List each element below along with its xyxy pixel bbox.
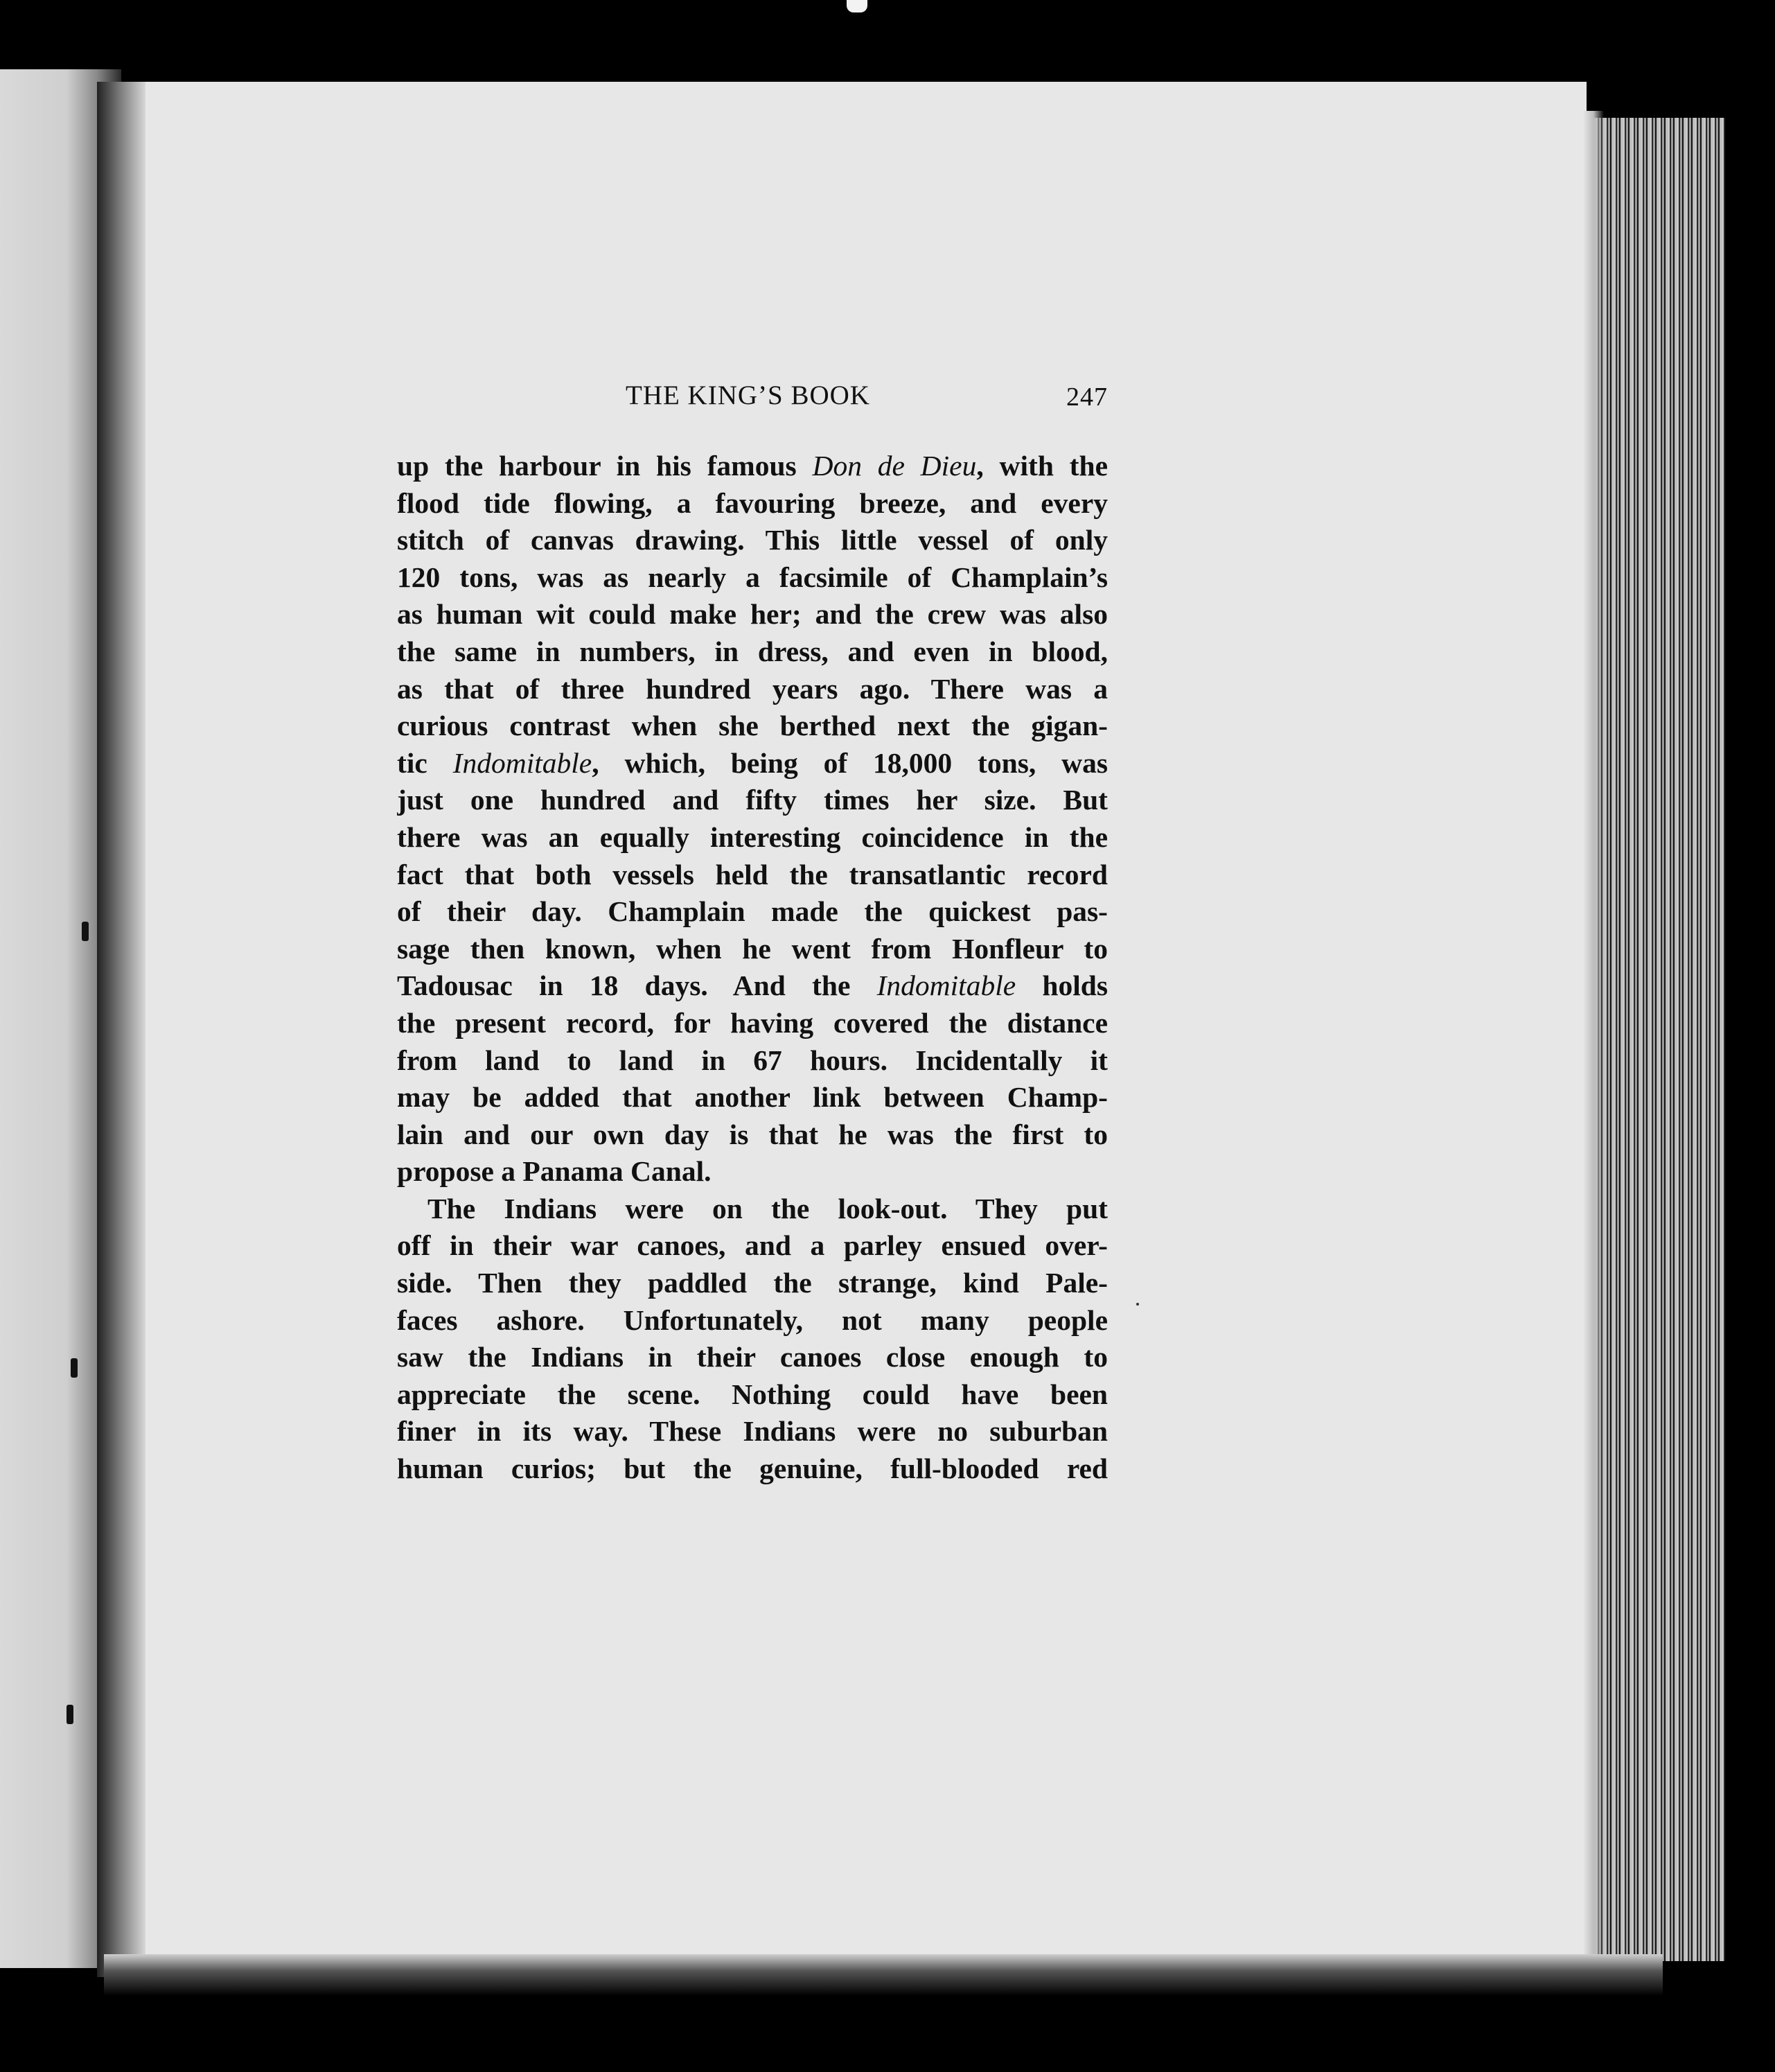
text-line: faces ashore. Unfortunately, not many people (397, 1303, 1108, 1336)
text-line: tic Indomitable, which, being of 18,000 tons, was (397, 746, 1108, 779)
text-line: from land to land in 67 hours. Incidentally it (397, 1044, 1108, 1076)
fore-edge-shading (1583, 111, 1604, 1968)
body-text (397, 448, 1108, 1488)
text-line: Tadousac in 18 days. And the Indomitable holds (397, 969, 1108, 1002)
text-line: propose a Panama Canal. (397, 1155, 712, 1188)
text-line: off in their war canoes, and a parley ensued over- (397, 1229, 1108, 1262)
gutter-shadow (97, 82, 145, 1977)
text-line: there was an equally interesting coincidence in the (397, 820, 1108, 853)
text-line: lain and our own day is that he was the first to (397, 1118, 1108, 1150)
text-line: stitch of canvas drawing. This little vessel of only (397, 524, 1108, 556)
text-line: fact that both vessels held the transatlantic record (397, 858, 1108, 890)
text-line: side. Then they paddled the strange, kind Pale- (397, 1267, 1108, 1299)
text-line: human curios; but the genuine, full-blooded red (397, 1452, 1108, 1485)
text-line: sage then known, when he went from Honfleur to (397, 932, 1108, 965)
text-line: may be added that another link between Champ- (397, 1081, 1108, 1114)
page-edge-mark (67, 1705, 73, 1724)
text-line: as human wit could make her; and the crew was also (397, 598, 1108, 631)
text-line: flood tide flowing, a favouring breeze, and every (397, 486, 1108, 519)
page-text-block (397, 380, 1108, 1488)
text-line: the present record, for having covered the distance (397, 1006, 1108, 1039)
page-edge-mark (71, 1358, 78, 1378)
running-title: THE KING’S BOOK (626, 380, 870, 410)
text-line: saw the Indians in their canoes close enough to (397, 1341, 1108, 1373)
text-line: as that of three hundred years ago. There was a (397, 672, 1108, 705)
bottom-edge-shadow (104, 1954, 1663, 1996)
text-line: finer in its way. These Indians were no suburban (397, 1415, 1108, 1448)
text-line: of their day. Champlain made the quickest pas- (397, 895, 1108, 928)
scan-speck (847, 0, 867, 12)
page-block-fore-edge (1587, 118, 1725, 1961)
text-line: curious contrast when she berthed next the gigan- (397, 710, 1108, 742)
text-line: up the harbour in his famous Don de Dieu, with the (397, 450, 1108, 482)
page-number: 247 (1066, 383, 1108, 412)
text-line: the same in numbers, in dress, and even in blood, (397, 635, 1108, 667)
text-line: just one hundred and fifty times her size. But (397, 784, 1108, 816)
text-line: 120 tons, was as nearly a facsimile of Champlain’s (397, 561, 1108, 593)
text-line: appreciate the scene. Nothing could have been (397, 1378, 1108, 1410)
scan-speck (1136, 1303, 1139, 1306)
page-edge-mark (82, 922, 89, 941)
text-line: The Indians were on the look-out. They put (427, 1192, 1108, 1224)
running-head (397, 380, 1108, 421)
